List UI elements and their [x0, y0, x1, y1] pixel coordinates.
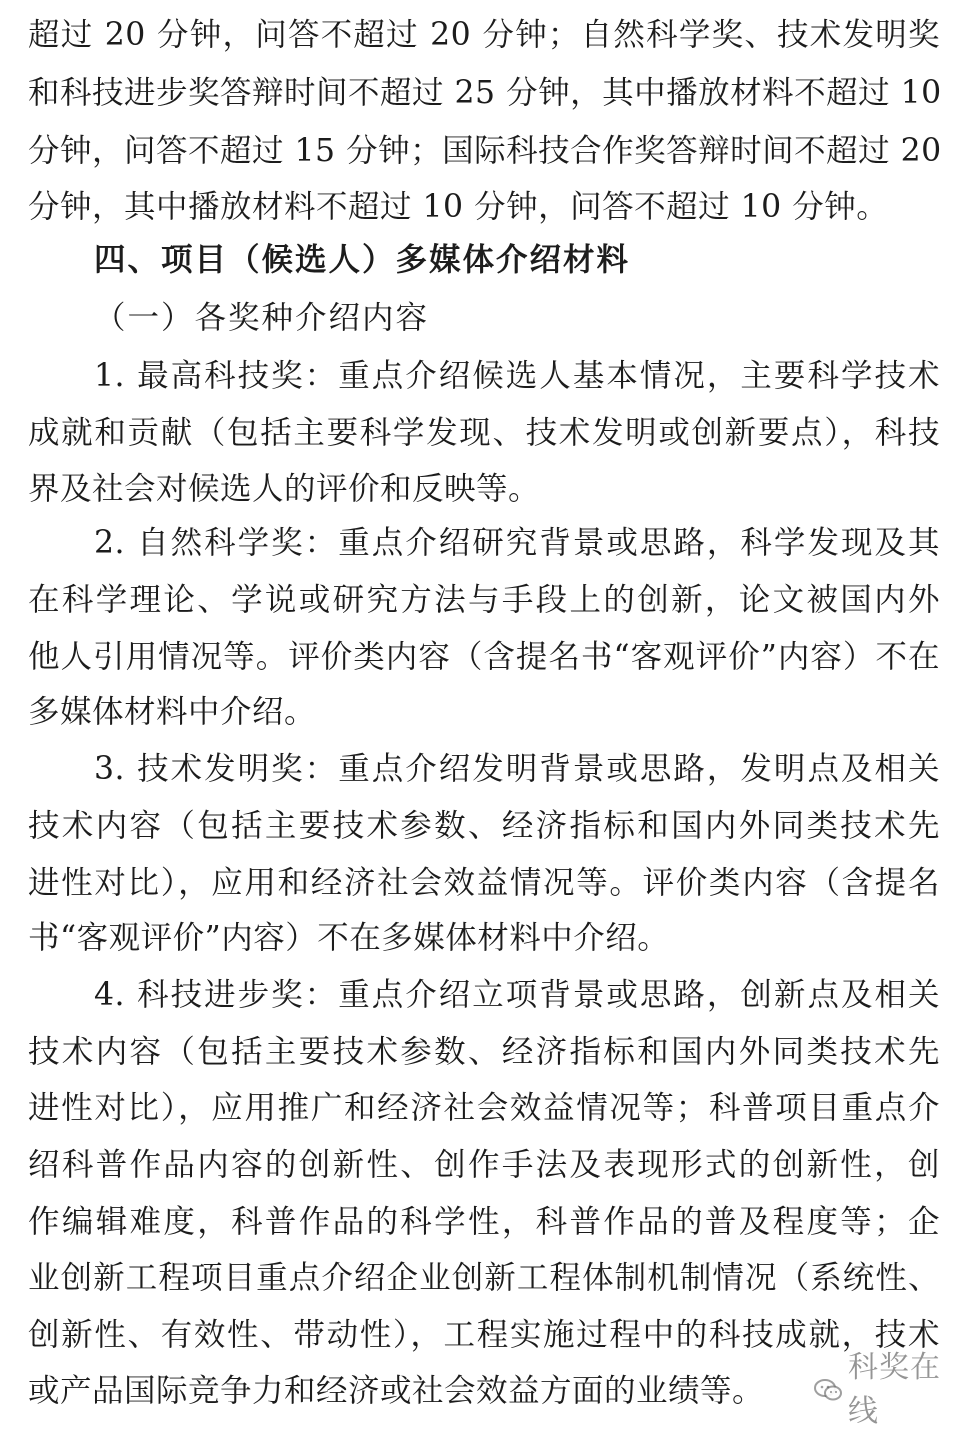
paragraph-line: 书“客观评价”内容）不在多媒体材料中介绍。: [28, 920, 670, 956]
paragraph-line: 技术内容（包括主要技术参数、经济指标和国内外同类技术先: [28, 1034, 940, 1070]
paragraph-line: 绍科普作品内容的创新性、创作手法及表现形式的创新性，创: [28, 1147, 940, 1183]
paragraph-line: 界及社会对候选人的评价和反映等。: [28, 471, 541, 507]
paragraph-line: 和科技进步奖答辩时间不超过 25 分钟，其中播放材料不超过 10: [28, 75, 942, 111]
paragraph-line: 分钟，问答不超过 15 分钟；国际科技合作奖答辩时间不超过 20: [28, 133, 942, 169]
paragraph-line: 分钟，其中播放材料不超过 10 分钟，问答不超过 10 分钟。: [28, 189, 889, 225]
paragraph-line: 多媒体材料中介绍。: [28, 694, 317, 730]
paragraph-line: 3. 技术发明奖：重点介绍发明背景或思路，发明点及相关: [94, 751, 940, 787]
section-heading: 四、项目（候选人）多媒体介绍材料: [94, 241, 631, 278]
watermark: [814, 1350, 969, 1429]
paragraph-line: 或产品国际竞争力和经济或社会效益方面的业绩等。: [28, 1373, 765, 1409]
paragraph-line: 他人引用情况等。评价类内容（含提名书“客观评价”内容）不在: [28, 639, 940, 675]
paragraph-line: 1. 最高科技奖：重点介绍候选人基本情况，主要科学技术: [94, 358, 940, 394]
paragraph-line: 成就和贡献（包括主要科学发现、技术发明或创新要点），科技: [28, 415, 940, 451]
wechat-icon: [814, 1378, 842, 1402]
paragraph-line: 超过 20 分钟，问答不超过 20 分钟；自然科学奖、技术发明奖: [28, 17, 940, 53]
paragraph-line: 技术内容（包括主要技术参数、经济指标和国内外同类技术先: [28, 808, 940, 844]
paragraph-line: 4. 科技进步奖：重点介绍立项背景或思路，创新点及相关: [94, 977, 940, 1013]
paragraph-line: 2. 自然科学奖：重点介绍研究背景或思路，科学发现及其: [94, 525, 940, 561]
paragraph-line: 作编辑难度，科普作品的科学性，科普作品的普及程度等；企: [28, 1204, 940, 1240]
paragraph-line: 进性对比），应用推广和经济社会效益情况等；科普项目重点介: [28, 1090, 940, 1126]
paragraph-line: 业创新工程项目重点介绍企业创新工程体制机制情况（系统性、: [28, 1260, 940, 1296]
paragraph-line: 在科学理论、学说或研究方法与手段上的创新，论文被国内外: [28, 582, 940, 618]
paragraph-line: 进性对比），应用和经济社会效益情况等。评价类内容（含提名: [28, 865, 940, 901]
subsection-heading: （一）各奖种介绍内容: [94, 300, 430, 336]
paragraph-line: 创新性、有效性、带动性），工程实施过程中的科技成就，技术: [28, 1317, 940, 1353]
watermark-text: 科奖在线: [848, 1350, 941, 1429]
